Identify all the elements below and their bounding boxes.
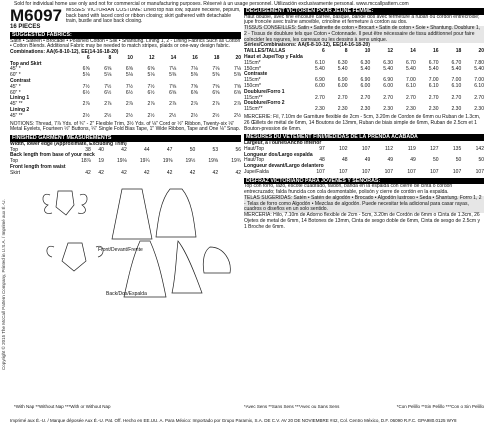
table-row <box>244 170 484 176</box>
table-cell: 5⅜ <box>234 72 241 79</box>
table-cell: 7⅝ <box>212 83 220 90</box>
size-col-12: 12 <box>148 54 155 61</box>
row-label: 45" ** <box>10 112 23 119</box>
table-cell: 6.70 <box>428 59 439 66</box>
row-label: Haut/Top <box>244 157 265 164</box>
table-cell: 5.40 <box>428 65 439 72</box>
table-cell: 2½ <box>169 112 177 119</box>
table-cell: 42 <box>166 169 173 176</box>
table-cell: 6.10 <box>428 83 439 90</box>
table-cell: 2⅞ <box>125 101 133 108</box>
table-cell: 49 <box>387 157 393 164</box>
row-label: Top <box>10 158 19 165</box>
table-cell: 107 <box>361 145 371 152</box>
french-header: DEGUISEMENT VICTORIEN POUR JEUNE FEMME: <box>244 8 484 15</box>
telas-sugeridas: TELAS SUGERIDAS: Satén • Satén de algodón • Brocado • Algodón lustroso • Seda • Shantung. Forro 1, 2 - Telas de forro como Algodón • Mezclas de algodón. Puede necesitar tela adicional para casar rayas, cuadros o diseños en un solo sentido. <box>244 196 484 213</box>
table-cell: 2⅞ <box>169 101 177 108</box>
table-cell: 2.70 <box>337 94 348 101</box>
table-cell: 5.40 <box>315 65 325 72</box>
table-cell: 2½ <box>234 112 241 119</box>
table-cell: 53 <box>212 146 219 153</box>
table-cell: 5.40 <box>383 65 393 72</box>
table-cell: 7.00 <box>406 77 416 84</box>
table-cell: 2⅞ <box>82 101 90 108</box>
table-cell: 6⅝ <box>169 89 177 96</box>
table-cell: 6.00 <box>383 83 393 90</box>
size-col-16: 16 <box>192 54 198 61</box>
table-cell: 50 <box>432 157 439 164</box>
size-col-6: 6 <box>86 54 90 61</box>
table-cell: 6⅝ <box>147 66 155 73</box>
row-label: 60" * <box>10 72 21 79</box>
table-cell: 7⅝ <box>234 83 241 90</box>
table-cell: 7.00 <box>474 77 484 84</box>
table-cell: 6.00 <box>315 83 325 90</box>
yardage-table <box>10 56 241 120</box>
table-cell: 2.30 <box>474 106 484 113</box>
pattern-header <box>10 8 241 30</box>
row-label: Haut/Top <box>244 145 265 152</box>
table-cell: 5⅜ <box>212 72 220 79</box>
table-cell: 6.00 <box>360 83 371 90</box>
table-cell: 6.10 <box>474 83 484 90</box>
row-label: Contraste <box>244 71 268 78</box>
table-cell: 7.00 <box>451 77 462 84</box>
table-cell: 5⅜ <box>169 72 177 79</box>
table-cell: 2½ <box>190 112 198 119</box>
table-cell: 135 <box>452 145 462 152</box>
table-cell: 5⅛ <box>82 72 90 79</box>
row-label: 45" ** <box>10 101 23 108</box>
table-cell: 6⅝ <box>212 89 220 96</box>
row-label: 115cm** <box>244 94 263 101</box>
table-cell: 5.40 <box>474 65 484 72</box>
french-spanish-column <box>244 8 484 400</box>
size-col-20: 20 <box>478 48 484 55</box>
table-cell: 47 <box>166 146 173 153</box>
sketch-illustration <box>10 181 241 301</box>
tailles-header-row: TAILLES/TALLAS 6 8 10 12 14 16 18 20 <box>244 48 484 55</box>
side-copyright: Copyright © 2015 The McCall Pattern Company, Printed in U.S.A. / Imprimé aux É.-U. <box>1 199 6 370</box>
table-cell: 7⅝ <box>169 83 177 90</box>
table-cell: 6⅝ <box>190 89 198 96</box>
row-label: Top and Skirt <box>10 60 42 67</box>
table-cell: 18⅞ <box>81 158 91 165</box>
table-cell: 127 <box>430 145 439 152</box>
size-col-6: 6 <box>321 48 325 55</box>
table-cell: 6½ <box>82 89 90 96</box>
mesures-header: MESURES DU VETEMENT FINI/MEDIDAS DE LA PRENDA ACABADA <box>244 134 484 141</box>
spanish-description: Top con forro, lazo, escote cuadrado, faldón, banda en la espalda con cierre de cinta o cordón entrecruzado; falda fruncida con cola desmontable, polisón y cierre de cordón en la espalda. <box>244 183 453 196</box>
tissus-conseilles: TISSUS CONSEILLES: Satin • Satinette de coton • Brocart • Satin de coton • Soie • Shantung. Doublure 1, 2 - Tissus de doublure tels que Coton • Cotonnade. Il peut être nécessaire de tissu additionnel pour faire coïncider les rayures, les carreaux ou les dessins à sens unique. <box>244 26 484 43</box>
table-cell: 102 <box>339 145 348 152</box>
table-cell: 6½ <box>125 89 133 96</box>
table-cell: 107 <box>407 168 416 175</box>
table-cell: 119 <box>407 145 416 152</box>
table-cell: 2.30 <box>337 106 348 113</box>
row-label: Back length from base of your neck <box>10 152 95 159</box>
table-cell: 42 <box>85 169 91 176</box>
table-cell: 7½ <box>147 83 155 90</box>
table-cell: 142 <box>475 145 484 152</box>
garment-sketches <box>10 181 241 301</box>
table-cell: 2.70 <box>474 94 484 101</box>
row-label: Contrast <box>10 78 31 85</box>
footer-legal: Imprimé aux É.-U. / Marque déposée Aux É.-U. Pat. Off. Hecho en EE.UU. A. Para México: Importado por Grupo Paramix, S.A. DE C.V. AV 20 DE NOVIEMBRE #42, Col. Centro México, D.F. 06090 R.F.C. GPA980.0125 WY8 <box>10 418 457 423</box>
row-label: Top <box>10 146 19 153</box>
row-label: Doublure/Forro 2 <box>244 100 285 107</box>
table-cell: 2.30 <box>360 106 371 113</box>
table-cell: 6⅝ <box>104 66 112 73</box>
row-label: Largeur, à l'ourlet/Ancho inferior <box>244 139 322 146</box>
table-cell: 6.90 <box>360 77 371 84</box>
table-cell: 5⅜ <box>190 72 198 79</box>
table-cell: 2⅞ <box>147 101 155 108</box>
table-cell: 6⅝ <box>125 66 133 73</box>
table-cell: 5⅛ <box>104 72 112 79</box>
table-cell: 97 <box>319 145 325 152</box>
table-cell: 107 <box>384 168 393 175</box>
table-cell: 7⅛ <box>212 66 220 73</box>
table-cell: 2⅞ <box>104 101 112 108</box>
measurements-header: FINISHED GARMENT MEASUREMENTS <box>10 135 241 142</box>
table-cell: 6.30 <box>383 59 393 66</box>
table-cell: 19⅛ <box>117 158 127 165</box>
table-cell: 42 <box>121 146 127 153</box>
row-label: 115cm* <box>244 77 261 84</box>
metric-yardage-table <box>244 49 484 113</box>
spanish-header: DISFRAZ VICTORIANO PARA JOVENES Y SEÑORAS: <box>244 178 484 185</box>
table-cell: 6.00 <box>337 83 348 90</box>
table-cell: 42 <box>98 169 104 176</box>
table-cell: 50 <box>455 157 462 164</box>
row-label: Lining 2 <box>10 107 30 114</box>
table-cell: 49 <box>410 157 416 164</box>
table-cell: 6½ <box>104 89 112 96</box>
table-cell: 6.10 <box>315 59 325 66</box>
table-cell: 5.40 <box>360 65 371 72</box>
combinations: Combinations: AA(6-8-10-12), EE(14-16-18-20) <box>10 49 119 56</box>
table-row <box>10 114 241 120</box>
table-cell: 6.90 <box>337 77 348 84</box>
table-cell: 5⅛ <box>147 72 155 79</box>
table-cell: 2.70 <box>406 94 416 101</box>
table-cell: 107 <box>361 168 371 175</box>
mercerie: MERCERIE: Fil, 7.10m de Garniture flexible de 2cm - 5cm, 3.20m de Cordon de 6mm ou Ruban de 1.3cm, 26 Œillets de métal de 6mm, 14 Boutons de 13mm, Ruban de biais simple de 6mm, Ruban de 2.5cm et 1 Bouton-pression de 6mm. <box>244 114 481 132</box>
table-cell: 6.30 <box>360 59 371 66</box>
table-cell: 19¼ <box>139 158 150 165</box>
row-label: Width, lower edge (Approximate, Excluding Trim) <box>10 140 127 147</box>
pattern-number: M6097 <box>10 8 62 25</box>
table-cell: 50 <box>478 157 484 164</box>
table-cell: 42 <box>189 169 196 176</box>
table-cell: 2½ <box>82 112 90 119</box>
row-label: 150cm* <box>244 83 261 90</box>
table-cell: 7⅛ <box>234 66 241 73</box>
table-cell: 5.40 <box>337 65 348 72</box>
pieces-count: 16 PIECES <box>10 24 41 30</box>
table-cell: 40 <box>98 146 104 153</box>
size-col-10: 10 <box>364 48 371 55</box>
table-cell: 2⅞ <box>212 101 220 108</box>
size-col-20: 20 <box>235 54 241 61</box>
table-row <box>244 107 484 113</box>
size-col-10: 10 <box>127 54 133 61</box>
table-cell: 48 <box>341 157 348 164</box>
table-cell: 42 <box>235 169 241 176</box>
size-col-18: 18 <box>213 54 220 61</box>
measurements-table <box>10 142 241 177</box>
english-description: MISSES' VICTORIAN COSTUME: Lined top has low, square neckline, peplum, back band with laced cord or ribbon closing; skirt gathered with detachable train, bustle and lace back closing. <box>65 8 241 25</box>
table-cell: 42 <box>212 169 219 176</box>
table-cell: 2.70 <box>360 94 371 101</box>
table-row <box>10 171 241 177</box>
table-cell: 2.30 <box>451 106 462 113</box>
table-cell: 48 <box>319 157 325 164</box>
nap-legend-french: *Avec Sens **Sans Sens ***Avec ou Sans Sens <box>244 404 340 409</box>
table-cell: 7½ <box>82 83 90 90</box>
table-cell: 2.30 <box>383 106 393 113</box>
table-cell: 7⅛ <box>190 66 198 73</box>
row-label: Haut et Jupe/Top y Falda <box>244 54 303 61</box>
table-cell: 7½ <box>104 83 112 90</box>
row-label: 115cm* <box>244 59 261 66</box>
mesures-table <box>244 141 484 176</box>
suggested-fabrics-header: SUGGESTED FABRICS: <box>10 32 241 39</box>
table-cell: 2⅞ <box>234 101 241 108</box>
size-col-8: 8 <box>344 48 348 55</box>
row-label: Skirt <box>10 169 20 176</box>
table-cell: 2½ <box>104 112 112 119</box>
notions: NOTIONS: Thread, 7⅞ Yds. of ¾" - 2" Flexible Trim, 3½ Yds. of ⅛" Cord or ½" Ribbon, Twenty-six ⅛" Metal Eyelets, Fourteen ½" Buttons, ¼" Single Fold Bias Tape, 1" Wide Ribbon, Tape and One ⅛" Snap. <box>10 120 241 133</box>
table-cell: 107 <box>475 168 484 175</box>
table-cell: 6⅝ <box>234 89 241 96</box>
top-disclaimer: Sold for individual home use only and not for commercial or manufacturing purposes. Réservé à un usage personnel. Utilización exclusivamente personal. www.mccallpattern.com <box>14 1 409 7</box>
merceria: MERCERIA: Hilo, 7.10m de Adorno flexible de 2cm - 5cm, 3.20m de Cordón de 6mm o Cinta de 1.3cm, 26 Ojetes de metal de 6mm, 14 Botones de 13mm, Cinta de sesgo doble de 6mm, Cinta de sesgo de 2.5cm y 1 Broche de 6mm. <box>244 212 480 230</box>
table-cell: 56 <box>235 146 241 153</box>
table-cell: 2.30 <box>315 106 325 113</box>
suggested-fabrics: Satin • Sateen • Brocade • Polished Cotton • Silk • Shantung. Lining 1, 2 - Lining Fabrics Such as Cotton • Cotton Blends. Additional Fabric may be needed to match stripes, plaids or one-way design fabric. <box>10 37 241 50</box>
row-label: 150cm* <box>244 65 261 72</box>
table-cell: 44 <box>144 146 150 153</box>
table-cell: 2.30 <box>428 106 439 113</box>
size-col-14: 14 <box>410 48 416 55</box>
table-cell: 6⅝ <box>82 66 90 73</box>
table-cell: 6.10 <box>406 83 416 90</box>
table-cell: 2½ <box>147 112 155 119</box>
table-cell: 6.70 <box>406 59 416 66</box>
row-label: Longueur devant/Largo delantero <box>244 163 324 170</box>
table-cell: 49 <box>364 157 371 164</box>
table-cell: 6½ <box>147 89 155 96</box>
table-cell: 19¾ <box>231 158 241 165</box>
table-cell: 5.40 <box>451 65 462 72</box>
table-cell: 7⅝ <box>190 83 198 90</box>
nap-legend-english: *With Nap **Without Nap ***With or Without Nap <box>14 404 111 409</box>
row-label: 115cm** <box>244 106 263 113</box>
table-cell: 2.70 <box>315 94 325 101</box>
table-cell: 19½ <box>185 158 196 165</box>
table-cell: 107 <box>339 168 348 175</box>
table-cell: 6.90 <box>315 77 325 84</box>
table-cell: 107 <box>430 168 439 175</box>
table-cell: 2.70 <box>428 94 439 101</box>
table-cell: 19⅜ <box>162 158 173 165</box>
row-label: Longueur dos/Largo espalda <box>244 151 313 158</box>
series-combinations: Séries/Combinaisons: AA(6-8-10-12), EE(14-16-18-20) <box>244 42 370 49</box>
table-cell: 50 <box>189 146 196 153</box>
size-col-14: 14 <box>170 54 177 61</box>
table-cell: 7.80 <box>474 59 484 66</box>
size-col-16: 16 <box>432 48 439 55</box>
size-col-12: 12 <box>387 48 393 55</box>
table-cell: 2.70 <box>383 94 393 101</box>
table-cell: 7.00 <box>428 77 439 84</box>
table-cell: 7⅛ <box>169 66 177 73</box>
row-label: Doublure/Forro 1 <box>244 88 285 95</box>
size-col-18: 18 <box>455 48 462 55</box>
table-cell: 2.70 <box>451 94 462 101</box>
table-cell: 112 <box>385 145 393 152</box>
table-cell: 2⅞ <box>190 101 198 108</box>
row-label: 45" * <box>10 66 21 73</box>
table-cell: 42 <box>121 169 127 176</box>
row-label: Lining 1 <box>10 95 30 102</box>
row-label: 60" * <box>10 89 21 96</box>
table-cell: 107 <box>452 168 462 175</box>
table-cell: 7½ <box>125 83 133 90</box>
table-cell: 5.40 <box>406 65 416 72</box>
table-cell: 19⅝ <box>208 158 219 165</box>
french-description: Haut doublé, avec fine encolure carrée, basque, bande dos avec fermeture à ruban ou cordon entrecroisé; jupe froncée avec traîne amovible, crinoline et fermeture à cordon au dos. <box>244 13 480 26</box>
size-col-8: 8 <box>108 54 112 61</box>
table-cell: 19 <box>98 158 104 165</box>
table-cell: 2½ <box>125 112 133 119</box>
table-cell: 6.70 <box>451 59 462 66</box>
back-caption: Back/Dos/Espalda <box>106 290 147 297</box>
table-cell: 42 <box>144 169 150 176</box>
table-cell: 38 <box>85 146 91 153</box>
row-label: Jupe/Falda <box>244 168 269 175</box>
table-cell: 6.90 <box>383 77 393 84</box>
front-caption: Front/Devant/Frente <box>98 246 143 253</box>
nap-legend-spanish: *Con Pelillo **Sin Pelillo ***Con o Sin Pelillo <box>396 404 484 409</box>
english-column <box>10 8 241 400</box>
row-label: 45" * <box>10 83 21 90</box>
row-label: Front length from waist <box>10 163 66 170</box>
table-cell: 107 <box>316 168 325 175</box>
table-cell: 2.30 <box>406 106 416 113</box>
table-cell: 6.30 <box>337 59 348 66</box>
table-cell: 2½ <box>212 112 220 119</box>
table-cell: 5⅛ <box>125 72 133 79</box>
nap-legend-fr-es <box>244 404 484 409</box>
table-cell: 6.10 <box>451 83 462 90</box>
